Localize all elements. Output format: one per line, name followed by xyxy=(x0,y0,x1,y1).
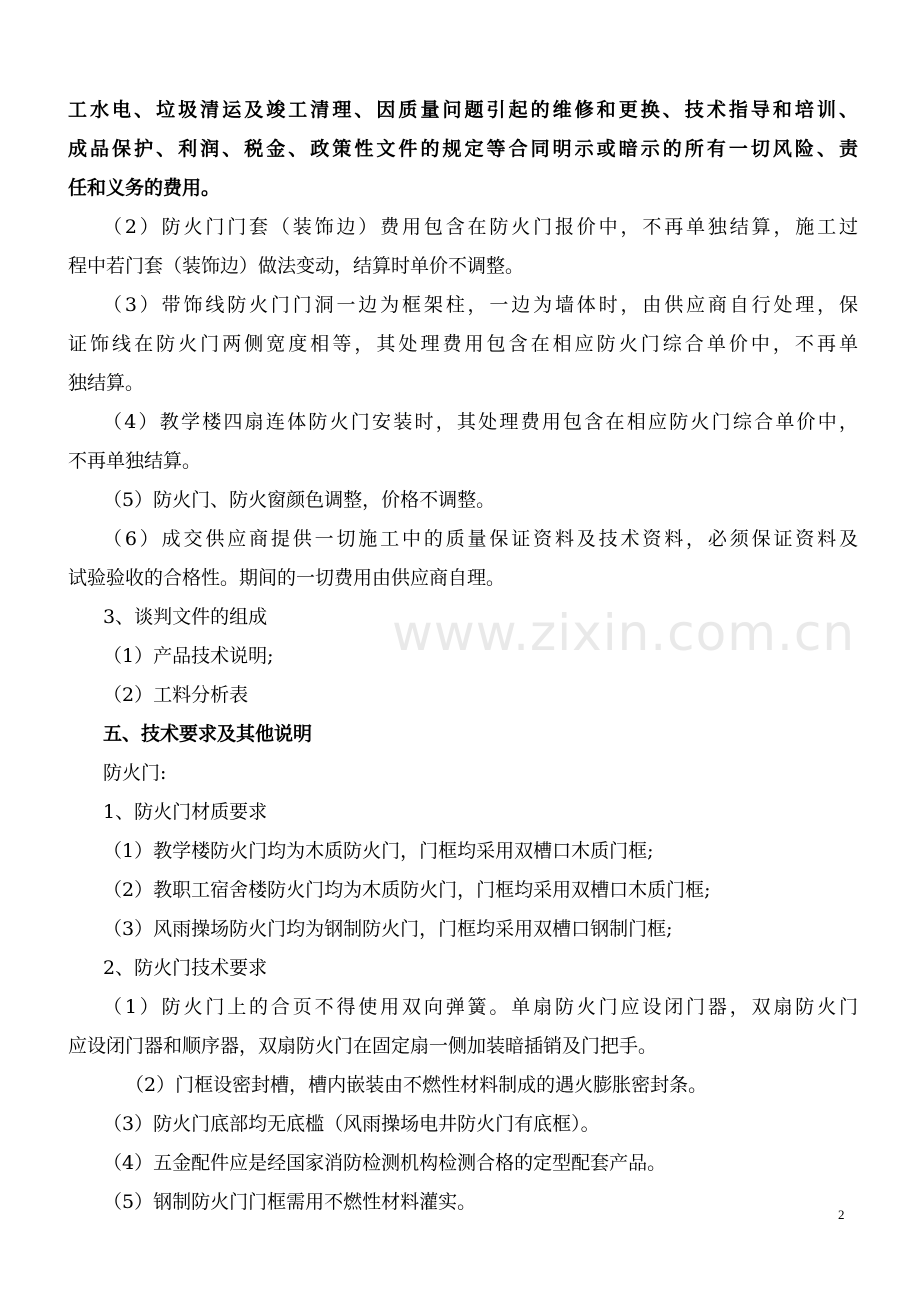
paragraph-line: 试验验收的合格性。期间的一切费用由供应商自理。 xyxy=(68,567,506,589)
paragraph-line: 不再单独结算。 xyxy=(68,450,202,472)
watermark: www.zixin.com.cn xyxy=(392,604,856,662)
paragraph-line: （4）教学楼四扇连体防火门安装时，其处理费用包含在相应防火门综合单价中， xyxy=(103,411,858,433)
list-item: （2）教职工宿舍楼防火门均为木质防火门，门框均采用双槽口木质门框; xyxy=(103,879,711,901)
list-item: （3）风雨操场防火门均为钢制防火门，门框均采用双槽口钢制门框; xyxy=(103,918,673,940)
section-heading: 2、防火门技术要求 xyxy=(103,957,268,979)
paragraph-line: （6）成交供应商提供一切施工中的质量保证资料及技术资料，必须保证资料及 xyxy=(103,528,858,550)
section-heading: 1、防火门材质要求 xyxy=(103,801,268,823)
list-item: （2）工料分析表 xyxy=(103,684,249,706)
list-item: （5）钢制防火门门框需用不燃性材料灌实。 xyxy=(103,1191,477,1213)
list-item: （1）产品技术说明; xyxy=(103,645,274,667)
paragraph-line: 任和义务的费用。 xyxy=(68,177,221,199)
list-item: （3）防火门底部均无底槛（风雨操场电井防火门有底框）。 xyxy=(103,1113,600,1135)
paragraph-line: 证饰线在防火门两侧宽度相等，其处理费用包含在相应防火门综合单价中，不再单 xyxy=(68,333,858,355)
paragraph-line: 工水电、垃圾清运及竣工清理、因质量问题引起的维修和更换、技术指导和培训、 xyxy=(68,99,858,121)
page-number: 2 xyxy=(838,1207,845,1222)
paragraph-line: （3）带饰线防火门门洞一边为框架柱，一边为墙体时，由供应商自行处理，保 xyxy=(103,294,858,316)
paragraph-line: （5）防火门、防火窗颜色调整，价格不调整。 xyxy=(103,489,496,511)
chapter-heading: 五、技术要求及其他说明 xyxy=(103,723,313,745)
list-item: （1）教学楼防火门均为木质防火门，门框均采用双槽口木质门框; xyxy=(103,840,654,862)
list-item: （2）门框设密封槽，槽内嵌装由不燃性材料制成的遇火膨胀密封条。 xyxy=(125,1074,708,1096)
paragraph-line: 程中若门套（装饰边）做法变动，结算时单价不调整。 xyxy=(68,255,525,277)
list-item: （4）五金配件应是经国家消防检测机构检测合格的定型配套产品。 xyxy=(103,1152,667,1174)
paragraph-line: 成品保护、利润、税金、政策性文件的规定等合同明示或暗示的所有一切风险、责 xyxy=(68,138,858,160)
paragraph-line: 独结算。 xyxy=(68,372,145,394)
paragraph-line: （1）防火门上的合页不得使用双向弹簧。单扇防火门应设闭门器，双扇防火门 xyxy=(103,996,858,1018)
paragraph-line: （2）防火门门套（装饰边）费用包含在防火门报价中，不再单独结算，施工过 xyxy=(103,216,858,238)
section-heading: 3、谈判文件的组成 xyxy=(103,606,268,628)
paragraph-line: 应设闭门器和顺序器，双扇防火门在固定扇一侧加装暗插销及门把手。 xyxy=(68,1035,658,1057)
subheading: 防火门: xyxy=(103,762,167,784)
